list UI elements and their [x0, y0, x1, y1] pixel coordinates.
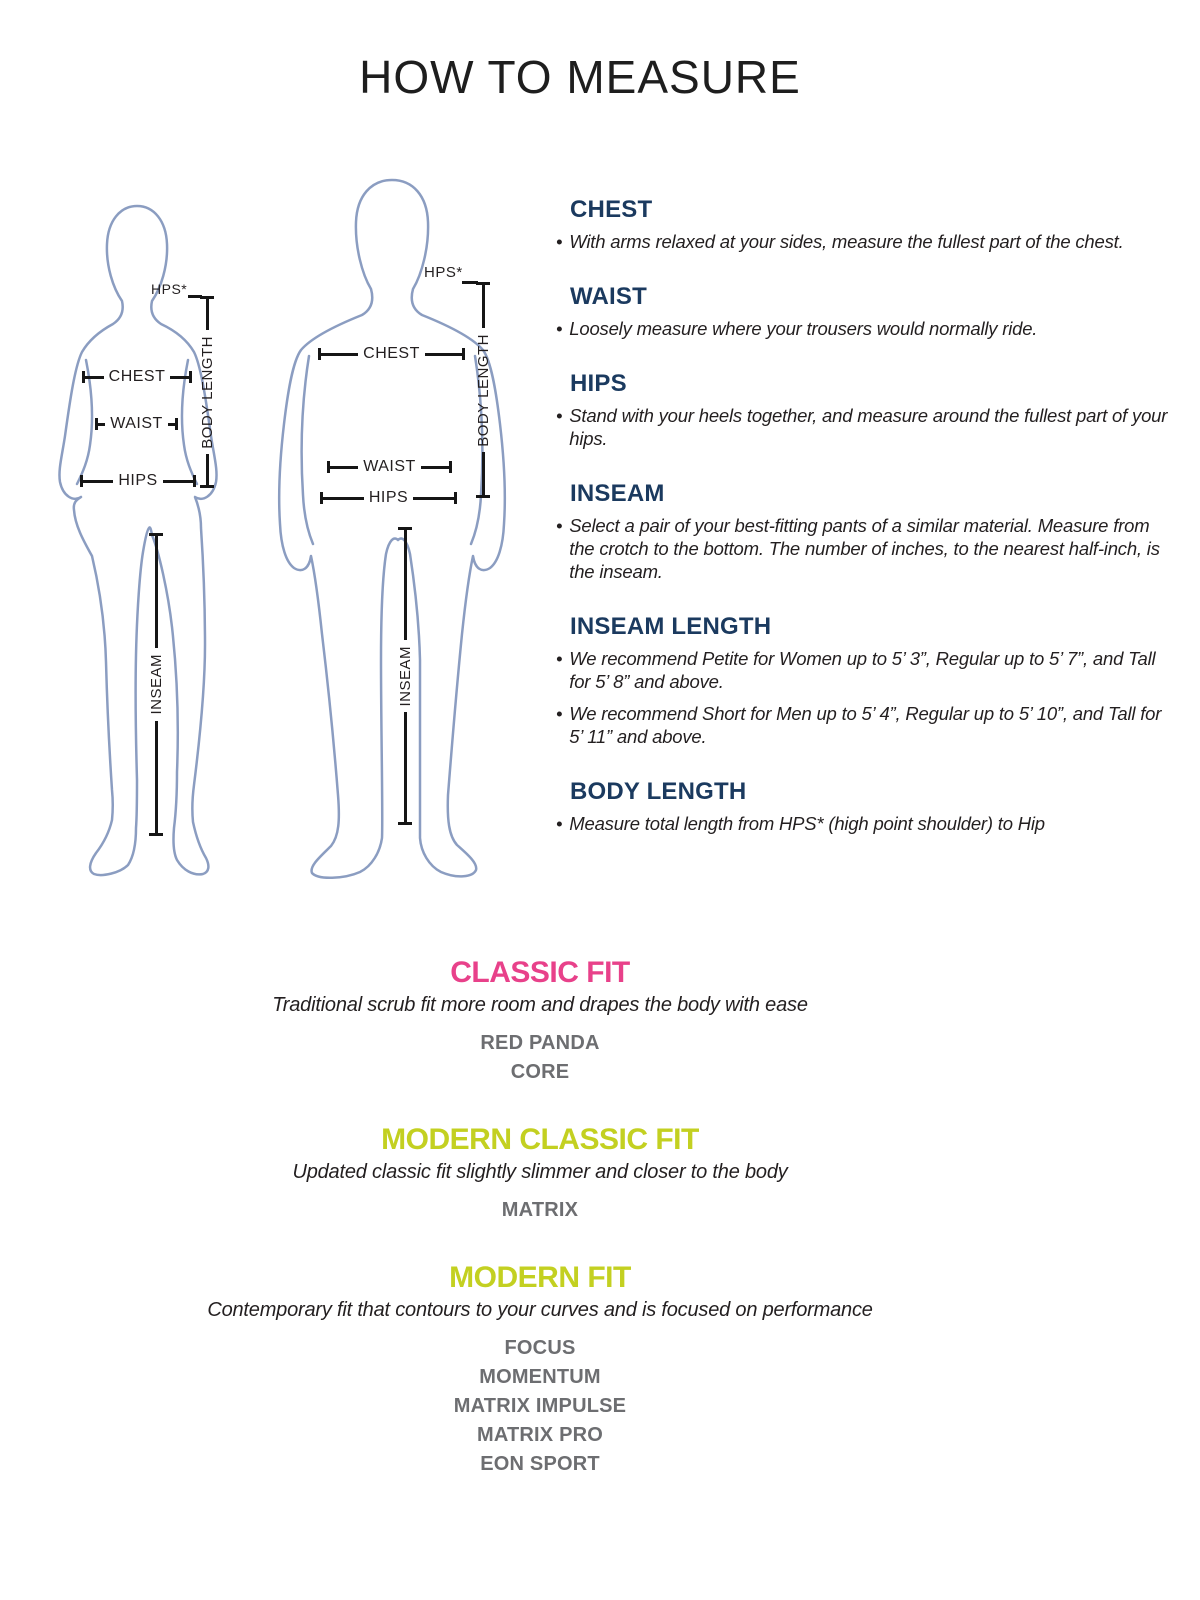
section-heading: INSEAM	[570, 480, 665, 507]
list-item	[556, 230, 1172, 253]
male-inseam-label: INSEAM	[396, 645, 414, 707]
measure-line	[155, 536, 158, 648]
measure-line	[404, 530, 407, 640]
measure-tick	[454, 492, 457, 504]
list-item	[556, 404, 1172, 450]
bullet-dot: •	[556, 231, 563, 252]
bullet-dot: •	[556, 405, 563, 426]
bullet-dot: •	[556, 703, 563, 724]
measure-instruction: Loosely measure where your trousers would normally ride.	[569, 318, 1038, 339]
fit-classic	[40, 956, 1040, 1087]
female-hps-label: HPS*	[151, 281, 188, 297]
product-name: FOCUS	[504, 1337, 576, 1359]
bullet-dot: •	[556, 318, 563, 339]
fit-description: Contemporary fit that contours to your curves and is focused on performance	[207, 1299, 873, 1321]
male-inseam-measure	[397, 527, 413, 825]
section-heading: INSEAM LENGTH	[570, 613, 772, 640]
female-body-length-measure	[199, 296, 215, 488]
section-body-length	[556, 778, 1172, 835]
male-body-length-label: BODY LENGTH	[474, 333, 492, 447]
fit-heading: MODERN FIT	[449, 1261, 631, 1294]
measure-line	[155, 721, 158, 833]
male-body-length-measure	[475, 282, 491, 498]
female-body-length-label: BODY LENGTH	[198, 335, 216, 449]
female-waist-label: WAIST	[110, 415, 163, 432]
measurement-instructions	[556, 196, 1172, 865]
measure-line	[482, 285, 485, 328]
female-inseam-measure	[148, 533, 164, 836]
fit-products	[40, 1334, 1040, 1479]
product-name: MATRIX IMPULSE	[453, 1395, 627, 1417]
fit-heading: MODERN CLASSIC FIT	[381, 1123, 699, 1156]
male-waist-label: WAIST	[363, 458, 416, 475]
male-hips-label: HIPS	[368, 489, 409, 506]
list-item	[556, 702, 1172, 748]
female-waist-measure	[95, 416, 178, 432]
fit-products	[40, 1029, 1040, 1087]
product-name: EON SPORT	[480, 1453, 600, 1475]
measure-instruction: Stand with your heels together, and measure around the fullest part of your hips.	[569, 405, 1168, 449]
fit-description: Updated classic fit slightly slimmer and closer to the body	[292, 1161, 788, 1183]
section-chest	[556, 196, 1172, 253]
measure-tick	[462, 348, 465, 360]
bullet-dot: •	[556, 813, 563, 834]
measure-line	[163, 480, 193, 483]
measure-tick	[189, 371, 192, 383]
female-inseam-label: INSEAM	[147, 654, 165, 715]
measure-line	[323, 497, 364, 500]
product-name: MATRIX	[501, 1199, 579, 1221]
male-torso-left-line	[302, 356, 313, 544]
product-name: CORE	[510, 1061, 570, 1083]
measure-line	[168, 423, 175, 426]
measure-line	[404, 712, 407, 822]
male-waist-measure	[327, 459, 452, 475]
section-heading: BODY LENGTH	[570, 778, 747, 805]
male-hps-label: HPS*	[424, 264, 463, 281]
bullet-dot: •	[556, 515, 563, 536]
fit-description: Traditional scrub fit more room and drapes the body with ease	[272, 994, 808, 1016]
female-chest-measure	[82, 369, 192, 385]
measure-line	[83, 480, 113, 483]
fit-products	[40, 1196, 1040, 1225]
measure-line	[206, 454, 209, 485]
section-heading: HIPS	[570, 370, 627, 397]
fit-modern	[40, 1261, 1040, 1479]
measure-instruction: Select a pair of your best-fitting pants of a similar material. Measure from the crotch to the bottom. The number of inches, to the nearest half-inch, is the inseam.	[569, 515, 1160, 582]
measure-tick	[193, 475, 196, 487]
section-inseam-length	[556, 613, 1172, 748]
measure-line	[206, 299, 209, 330]
measure-line	[421, 466, 449, 469]
measure-line	[330, 466, 358, 469]
section-waist	[556, 283, 1172, 340]
list-item	[556, 317, 1172, 340]
measure-line	[85, 376, 104, 379]
list-item	[556, 812, 1172, 835]
male-chest-measure	[318, 346, 465, 362]
measure-line	[425, 353, 462, 356]
measure-instruction: We recommend Petite for Women up to 5’ 3”, Regular up to 5’ 7”, and Tall for 5’ 8” and above.	[569, 648, 1156, 692]
section-heading: WAIST	[570, 283, 647, 310]
product-name: MOMENTUM	[479, 1366, 601, 1388]
measure-instruction: We recommend Short for Men up to 5’ 4”, Regular up to 5’ 10”, and Tall for 5’ 11” and above.	[569, 703, 1162, 747]
measure-instruction: With arms relaxed at your sides, measure the fullest part of the chest.	[569, 231, 1124, 252]
measure-instruction: Measure total length from HPS* (high point shoulder) to Hip	[569, 813, 1045, 834]
section-inseam	[556, 480, 1172, 583]
section-hips	[556, 370, 1172, 450]
female-hips-label: HIPS	[118, 472, 158, 489]
bullet-dot: •	[556, 648, 563, 669]
measure-line	[170, 376, 189, 379]
female-silhouette	[59, 206, 216, 875]
measure-tick	[149, 833, 163, 836]
fit-modern-classic	[40, 1123, 1040, 1225]
measure-tick	[398, 822, 412, 825]
measure-line	[413, 497, 454, 500]
product-name: MATRIX PRO	[476, 1424, 604, 1446]
measure-tick	[449, 461, 452, 473]
measure-tick	[175, 418, 178, 430]
measure-tick	[476, 495, 490, 498]
page-title: HOW TO MEASURE	[359, 51, 801, 103]
section-heading: CHEST	[570, 196, 653, 223]
male-chest-label: CHEST	[363, 345, 420, 362]
fit-guide	[40, 956, 1040, 1515]
female-chest-label: CHEST	[108, 368, 166, 385]
female-hips-measure	[80, 473, 196, 489]
measure-line	[321, 353, 358, 356]
list-item	[556, 647, 1172, 693]
measure-line	[482, 452, 485, 495]
measure-tick	[200, 485, 214, 488]
fit-heading: CLASSIC FIT	[450, 956, 630, 989]
list-item	[556, 514, 1172, 583]
measure-line	[98, 423, 105, 426]
product-name: RED PANDA	[480, 1032, 600, 1054]
male-hips-measure	[320, 490, 457, 506]
male-silhouette	[279, 180, 505, 878]
